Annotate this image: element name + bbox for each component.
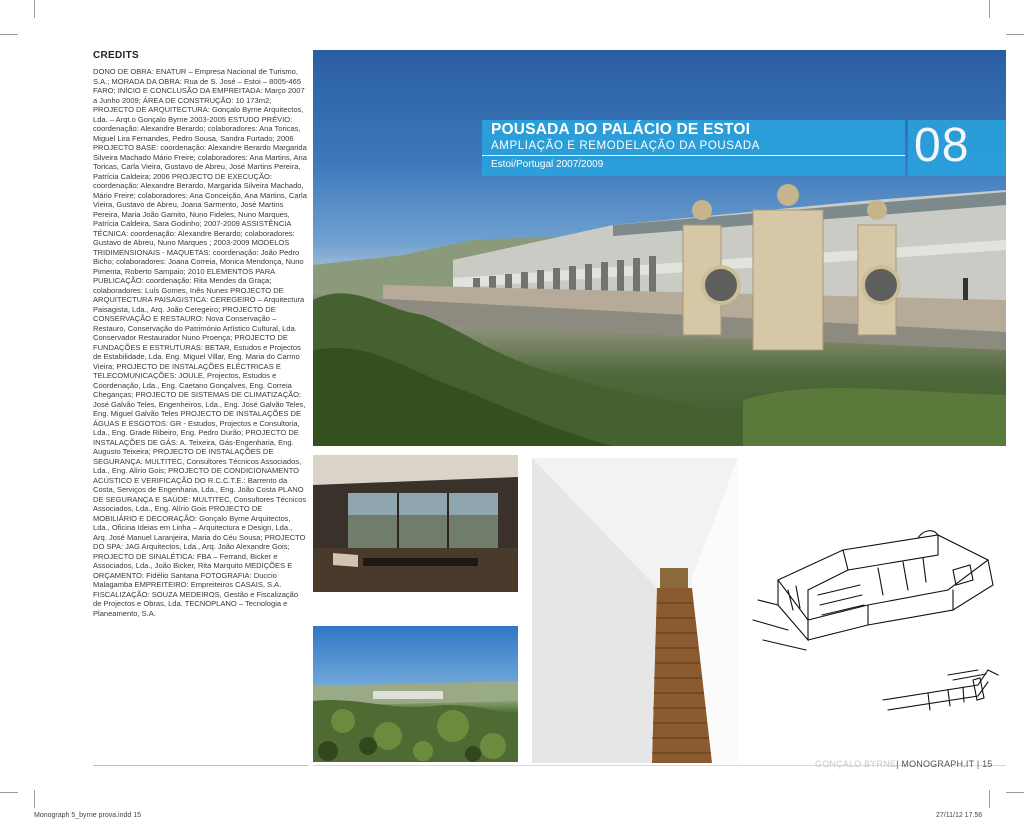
credits-heading: CREDITS [93, 50, 139, 61]
crop-mark [1006, 792, 1024, 793]
crop-mark [34, 790, 35, 808]
running-footer [815, 759, 993, 769]
footer-brand: GONÇALO BYRNE [815, 759, 897, 769]
project-location: Estoi/Portugal 2007/2009 [491, 159, 604, 170]
footer-separator: | [896, 759, 902, 769]
interior-photo-illustration [313, 455, 518, 592]
crop-mark [0, 792, 18, 793]
landscape-photo-illustration [313, 626, 518, 762]
footer-site: MONOGRAPH.IT [901, 759, 975, 769]
crop-mark [0, 34, 18, 35]
architectural-sketch [748, 510, 1008, 730]
footer-rule-left [93, 765, 308, 766]
footer-divider: | [974, 759, 980, 769]
project-number: 08 [914, 119, 970, 172]
stair-photo [532, 458, 738, 763]
print-slug-file: Monograph 5_byrne prova.indd 15 [34, 812, 142, 819]
stair-photo-illustration [532, 458, 738, 763]
project-number-box [908, 120, 1006, 176]
hero-photo [313, 50, 1006, 446]
landscape-photo [313, 626, 518, 762]
page-number: 15 [982, 759, 993, 769]
hero-photo-illustration [313, 50, 1006, 446]
crop-mark [1006, 34, 1024, 35]
sketch-drawing [748, 510, 1008, 730]
interior-photo [313, 455, 518, 592]
project-subtitle: AMPLIAÇÃO E REMODELAÇÃO DA POUSADA [491, 140, 760, 152]
crop-mark [34, 0, 35, 18]
project-title: POUSADA DO PALÁCIO DE ESTOI [491, 121, 751, 138]
crop-mark [989, 790, 990, 808]
print-slug-date: 27/11/12 17.56 [936, 812, 983, 819]
crop-mark [989, 0, 990, 18]
credits-text [93, 67, 307, 700]
title-divider [482, 155, 905, 156]
credits-paragraph: DONO DE OBRA: ENATUR – Empresa Nacional de Turismo, S.A.; MORADA DA OBRA: Rua de S. José – Estoi – 8005-465 FARO; INÍCIO E CONCLUSÃO DA EMPREITADA: Março 2007 a Junho 2009; ÁREA DE CONSTRUÇÃO: 10 173m2; PROJECTO DE ARQUITECTURA: Gonçalo Byrne Arquitectos, Lda. – Arqt.o Gonçalo Byrne 2003-2005 ESTUDO PRÉVIO: coordenação: Alexandre Berardo; colaboradores: Ana Toricas, Miguel Lira Fernandes, Pedro Sousa, Sandra Furtado; 2006 PROJECTO BASE: coordenação: Alexandre Berardo Margarida Silveira Machado Mário Freire; colaboradores: Ana Martins, Ana Toricas, Carla Vieira, Gustavo de Abreu, José Martins Pereira, Patrícia Caldeira; 2006 PROJECTO DE EXECUÇÃO: coordenação: Alexandre Berardo, Margarida Silveira Machado, Mário Freire; colaboradores: Ana Conceição, Ana Martins, Carla Vieira, Gustavo de Abreu, Joana Sarmento, José Martins Pereira, Maria João Gamito, Nuno Fideles, Nuno Marques, Patrícia Caldeira, Sara Godinho; 2007-2009 ASSISTÊNCIA TÉCNICA: coordenação: Alexandre Berardo; colaboradores: Gustavo de Abreu, Nuno Marques ; 2003-2009 MODELOS TRIDIMENSIONAIS - MAQUETAS: coordenação: João Pedro Bicho; colaboradores: Joana Correia, Monica Mendonça, Nuno Pimenta, Roberto Sampaio; 2010 ELEMENTOS PARA PUBLICAÇÃO: coordenação: Rita Mendes da Graça; colaboradores: Luís Gomes, Inês Nunes PROJECTO DE ARQUITECTURA PAISAGISTICA: CEREGEIRO – Arquitectura Paisagista, Lda., Arq. João Ceregeiro; PROJECTO DE CONSERVAÇÃO E RESTAURO: Nova Conservação – Restauro, Conservação do Património Artístico Cultural, Lda. Conservador Restaurador Nuno Proença; PROJECTO DE FUNDAÇÕES E ESTRUTURAS: BETAR, Estudos e Projectos de Estabilidade, Lda. Eng. Miguel Villar, Eng. Maria do Carmo Vieira; PROJECTO DE INSTALAÇÕES ELÉCTRICAS E TELECOMUNICAÇÕES: JOULE, Projectos, Estudos e Coordenação, Lda., Eng. Caetano Gonçalves, Eng. Correia Cheganças; PROJECTO DE SISTEMAS DE CLIMATIZAÇÃO: José Galvão Teles, Engenheiros, Lda., Eng. José Galvão Teles, Eng. Miguel Galvão Teles PROJECTO DE INSTALAÇÕES DE ÁGUAS E ESGOTOS: GR - Estudos, Projectos e Consultoria, Lda., Eng. Grade Ribeiro, Eng. Pedro Durão; PROJECTO DE INSTALAÇÕES DE GÁS: A. Teixeira, Gás-Engenharia, Eng. Augusto Teixeira; PROJECTO DE INSTALAÇÕES DE SEGURANÇA: MULTITEC, Consultores Técnicos Associados, Lda., Eng. Alírio Gois; PROJECTO DE CONDICIONAMENTO ACÚSTICO E VERIFICAÇÃO DO R.C.C.T.E.: Barrento da Costa, Serviços de Engenharia, Lda., Eng. João Costa PLANO DE SEGURANÇA E SAÚDE: MULTITEC, Consultores Técnicos Associados, Lda., Eng. Alírio Gois PROJECTO DE MOBILIÁRIO E DECORAÇÃO: Gonçalo Byrne Arquitectos, Lda., Oficina Ideias em Linha – Arquitectura e Design, Lda., Arq. José Manuel Laranjeira, Maria do Céu Sousa; PROJECTO DO SPA: JAG Arquitectos, Lda., Arq. João Alexandre Gois; PROJECTO DE SINALÉTICA: FBA – Ferrand, Bicker e Associados, Lda., João Bicker, Rita Marquito MEDIÇÕES E ORÇAMENTO: Fidélio Santana FOTOGRAFIA: Duccio Malagamba EMPREITEIRO: Empreiteiros CASAIS, S.A. FISCALIZAÇÃO: SOUZA MEDEIROS, Gestão e Fiscalização de Projectos e Obras, Lda. TECNOPLANO – Tecnologia e Planeamento, S.A. [93, 67, 307, 618]
